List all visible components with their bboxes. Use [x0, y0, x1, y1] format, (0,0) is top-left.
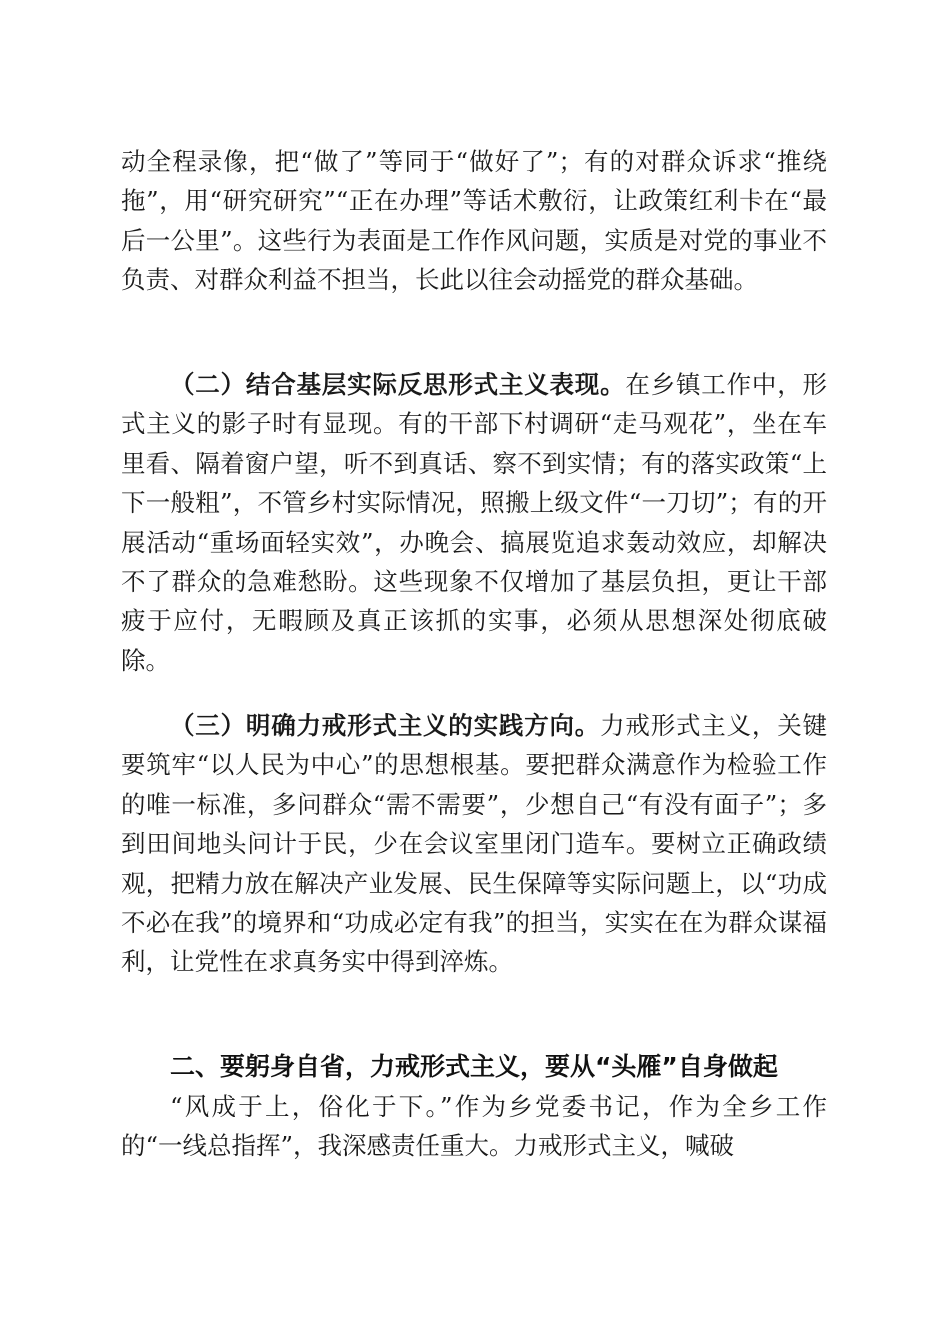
paragraph-subsection-3 — [121, 706, 827, 982]
document-body-closing — [121, 1087, 827, 1166]
document-body — [121, 142, 827, 300]
section-heading: 二、要躬身自省，力戒形式主义，要从“头雁”自身做起 — [170, 1052, 778, 1081]
paragraph-continuation — [121, 142, 827, 300]
closing-paragraph: “风成于上，俗化于下。”作为乡党委书记，作为全乡工作的“一线总指挥”，我深感责任重大。力戒形式主义，喊破 — [121, 1092, 827, 1161]
document-body-section-3 — [121, 706, 827, 982]
paragraph-text: 力戒形式主义，关键要筑牢“以人民为中心”的思想根基。要把群众满意作为检验工作的唯一标准，多问群众“需不需要”，少想自己“有没有面子”；多到田间地头问计于民，少在会议室里闭门造车。要树立正确政绩观，把精力放在解决产业发展、民生保障等实际问题上，以“功成不必在我”的境界和“功成必定有我”的担当，实实在在为群众谋福利，让党性在求真务实中得到淬炼。 — [121, 711, 828, 977]
paragraph-subsection-2 — [121, 365, 827, 680]
subsection-heading: （三）明确力戒形式主义的实践方向。 — [170, 711, 601, 740]
document-body-section-2 — [121, 365, 827, 680]
subsection-heading: （二）结合基层实际反思形式主义表现。 — [170, 370, 626, 399]
document-body-heading — [121, 1047, 827, 1086]
paragraph-text: 动全程录像，把“做了”等同于“做好了”；有的对群众诉求“推绕拖”，用“研究研究”“正在办理”等话术敷衍，让政策红利卡在“最后一公里”。这些行为表面是工作作风问题，实质是对党的事业不负责、对群众利益不担当，长此以往会动摇党的群众基础。 — [121, 147, 827, 295]
paragraph-text: 在乡镇工作中，形式主义的影子时有显现。有的干部下村调研“走马观花”，坐在车里看、隔着窗户望，听不到真话、察不到实情；有的落实政策“上下一般粗”，不管乡村实际情况，照搬上级文件“一刀切”；有的开展活动“重场面轻实效”，办晚会、搞展览追求轰动效应，却解决不了群众的急难愁盼。这些现象不仅增加了基层负担，更让干部疲于应付，无暇顾及真正该抓的实事，必须从思想深处彻底破除。 — [121, 370, 828, 675]
